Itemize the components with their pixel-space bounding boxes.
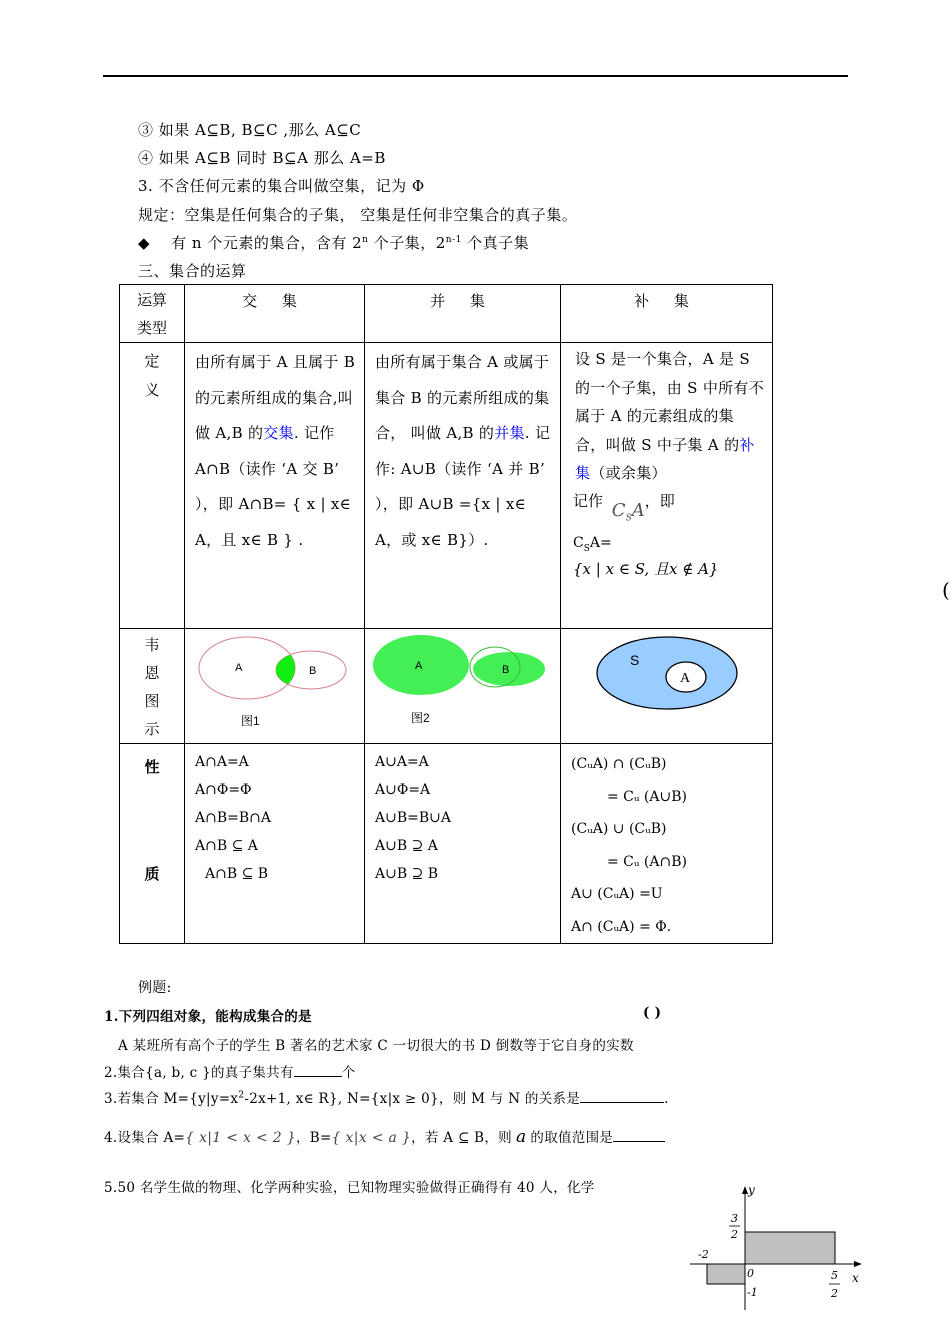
venn-label-4: 示: [144, 720, 160, 738]
venn-union-diagram: [365, 629, 560, 741]
subset-count-part1: 有 n 个元素的集合，含有 2: [171, 234, 363, 252]
prop-comp-4: = Cᵤ (A∩B): [607, 853, 687, 870]
complement-symbol: [611, 499, 645, 524]
question-2-unit: 个: [341, 1065, 356, 1081]
def-comp-text2: （或余集）: [590, 464, 667, 482]
prop-inter-1: A∩A=A: [195, 754, 249, 770]
bullet-icon: ◆: [138, 234, 151, 252]
definition-label-cell: [120, 343, 185, 629]
fig2-label-a: A: [415, 660, 423, 672]
venn-label-1: 韦: [144, 636, 160, 654]
property-label-2: 质: [144, 865, 160, 883]
def-inter-text2: . 记作 A∩B（读作 ‘A 交 B’ ），即 A∩B= { x | x∈ A，且 x∈ B } .: [195, 424, 352, 549]
definition-label-1: 定: [144, 352, 160, 370]
subset-count-part2: 个子集，2: [368, 234, 446, 252]
header-union: [365, 285, 561, 343]
prop-comp-2: = Cᵤ (A∪B): [607, 788, 687, 805]
step-function-graph: [690, 1182, 870, 1310]
term-complement: 补集: [575, 435, 755, 482]
property-complement: [561, 744, 773, 944]
venn-intersection-diagram: [185, 629, 364, 741]
prop-inter-4: A∩B ⊆ A: [195, 838, 258, 854]
complement-sub: S: [625, 513, 632, 524]
definition-label-2: 义: [144, 381, 160, 399]
exp-n-1: n-1: [445, 235, 462, 245]
x-axis-label: x: [852, 1271, 859, 1285]
question-3-period: .: [664, 1091, 669, 1107]
text-line-subset-count: [138, 232, 529, 253]
property-union: [365, 744, 561, 944]
question-4-set-a: { x|1 < x < 2 }: [185, 1130, 296, 1146]
graph-negative-region: [707, 1264, 745, 1284]
fig1-caption: 图1: [241, 714, 260, 728]
header-type-line2: 类型: [136, 319, 167, 337]
header-intersection-label: 交 集: [242, 292, 307, 310]
y-axis-label: y: [748, 1183, 755, 1197]
complement-c: C: [611, 499, 626, 521]
text-line-rule: 规定：空集是任何集合的子集， 空集是任何非空集合的真子集。: [138, 206, 578, 224]
x-tick-denominator: 2: [831, 1287, 838, 1300]
fig1-label-b: B: [309, 665, 317, 677]
prop-comp-6: A∩ (CᵤA) = Φ.: [571, 918, 672, 935]
y-tick-neg: -1: [747, 1286, 758, 1299]
set-operations-table: [119, 284, 773, 944]
x-axis-arrow-icon: [854, 1261, 862, 1267]
side-paren: (: [942, 578, 950, 602]
notation-prefix: 记作: [573, 491, 604, 510]
header-intersection: [185, 285, 365, 343]
question-1-answer-paren: ( ): [643, 1005, 662, 1021]
question-5: 5.50 名学生做的物理、化学两种实验，已知物理实验做得正确得有 40 人，化学: [104, 1180, 595, 1196]
prop-comp-5: A∪ (CᵤA) =U: [571, 886, 663, 902]
venn-intersection-cell: [185, 629, 365, 744]
property-label-cell: [120, 744, 185, 944]
property-label-1: 性: [144, 758, 160, 776]
formula-a: A=: [589, 535, 612, 552]
subset-count-part3: 个真子集: [461, 234, 530, 252]
prop-inter-3: A∩B=B∩A: [195, 810, 271, 826]
header-union-label: 并 集: [430, 292, 495, 310]
text-line-equality: ④ 如果 A⊆B 同时 B⊆A 那么 A=B: [138, 149, 386, 167]
exp-n: n: [362, 235, 369, 245]
question-4-set-b: { x|x < a }: [331, 1130, 412, 1146]
question-2-text: 2.集合{a, b, c }的真子集共有: [104, 1065, 294, 1081]
y-tick-numerator: 3: [731, 1212, 738, 1225]
formula-sub: S: [583, 543, 590, 554]
prop-union-5: A∪B ⊇ B: [375, 866, 439, 882]
question-3-exp: 2: [238, 1090, 245, 1101]
question-2-blank[interactable]: [294, 1064, 342, 1077]
fig2-caption: 图2: [411, 711, 430, 725]
y-tick-denominator: 2: [731, 1228, 738, 1241]
formula-c: C: [573, 535, 584, 552]
x-tick-neg: -2: [698, 1248, 709, 1261]
complement-formula-label: [561, 535, 772, 554]
header-type-line1: 运算: [136, 291, 167, 309]
def-union-text2: . 记作: A∪B（读作 ‘A 并 B’ ），即 A∪B ={x | x∈ A，或 x∈ B}）.: [375, 424, 551, 549]
venn-label-cell: [120, 629, 185, 744]
question-1: 1.下列四组对象，能构成集合的是: [104, 1009, 312, 1025]
prop-union-2: A∪Φ=A: [375, 782, 431, 798]
question-3: [104, 1087, 669, 1107]
question-3-blank[interactable]: [580, 1090, 664, 1103]
venn-label-3: 图: [144, 692, 160, 710]
definition-intersection: [185, 343, 365, 629]
term-union: 并集: [494, 424, 525, 442]
term-intersection: 交集: [263, 424, 294, 442]
def-comp-text1: 设 S 是一个集合，A 是 S 的一个子集，由 S 中所有不属于 A 的元素组成的集合，叫做 S 中子集 A 的: [575, 350, 765, 454]
header-rule: [103, 75, 848, 77]
prop-union-3: A∪B=B∪A: [375, 810, 451, 826]
graph-positive-region: [745, 1232, 835, 1264]
complement-formula: {x | x ∈ S, 且x ∉ A}: [573, 559, 719, 578]
prop-comp-3: (CᵤA) ∪ (CᵤB): [571, 821, 667, 837]
question-3-text2: -2x+1, x∈ R}, N={x|x ≥ 0}，则 M 与 N 的关系是: [244, 1091, 581, 1107]
x-tick-numerator: 5: [831, 1269, 838, 1282]
header-complement-label: 补 集: [634, 292, 699, 310]
question-4-var-a: a: [515, 1127, 527, 1147]
section-heading: 三、集合的运算: [138, 262, 247, 280]
venn-complement-cell: [561, 629, 773, 744]
fig1-label-a: A: [235, 662, 243, 674]
definition-complement: [561, 343, 773, 629]
prop-inter-2: A∩Φ=Φ: [195, 782, 252, 798]
question-2: [104, 1061, 356, 1081]
prop-union-1: A∪A=A: [375, 754, 429, 770]
property-intersection: [185, 744, 365, 944]
question-4-text2: ，B=: [295, 1130, 332, 1146]
text-line-transitive: ③ 如果 A⊆B, B⊆C ,那么 A⊆C: [138, 121, 362, 139]
prop-inter-5: A∩B ⊆ B: [205, 866, 269, 882]
fig3-label-a: A: [680, 671, 691, 686]
fig3-label-s: S: [630, 652, 640, 668]
question-3-text1: 3.若集合 M={y|y=x: [104, 1091, 239, 1107]
header-type-cell: [120, 285, 185, 343]
fig2-label-b: B: [502, 664, 510, 676]
complement-a: A: [631, 499, 645, 521]
header-complement: [561, 285, 773, 343]
venn-union-cell: [365, 629, 561, 744]
text-line-empty-set: 3. 不含任何元素的集合叫做空集，记为 Φ: [138, 177, 425, 195]
prop-comp-1: (CᵤA) ∩ (CᵤB): [571, 756, 667, 772]
question-4-text3: ，若 A ⊆ B，则: [411, 1130, 512, 1146]
origin-label: 0: [747, 1267, 754, 1280]
def-union-text1: 由所有属于集合 A 或属于集合 B 的元素所组成的集合， 叫做 A,B 的: [375, 353, 550, 442]
question-4: [104, 1126, 665, 1147]
notation-suffix: ，即: [644, 491, 675, 510]
question-1-options: A 某班所有高个子的学生 B 著名的艺术家 C 一切很大的书 D 倒数等于它自身的实数: [118, 1038, 634, 1054]
def-inter-text1: 由所有属于 A 且属于 B 的元素所组成的集合,叫做 A,B 的: [195, 353, 356, 442]
definition-union: [365, 343, 561, 629]
examples-heading: 例题:: [138, 980, 172, 996]
question-4-text4: 的取值范围是: [530, 1130, 614, 1146]
question-4-text1: 4.设集合 A=: [104, 1130, 186, 1146]
venn-complement-diagram: [561, 629, 772, 741]
venn-label-2: 恩: [144, 664, 160, 682]
prop-union-4: A∪B ⊇ A: [375, 838, 438, 854]
complement-notation: [561, 490, 772, 524]
question-4-blank[interactable]: [613, 1129, 665, 1142]
